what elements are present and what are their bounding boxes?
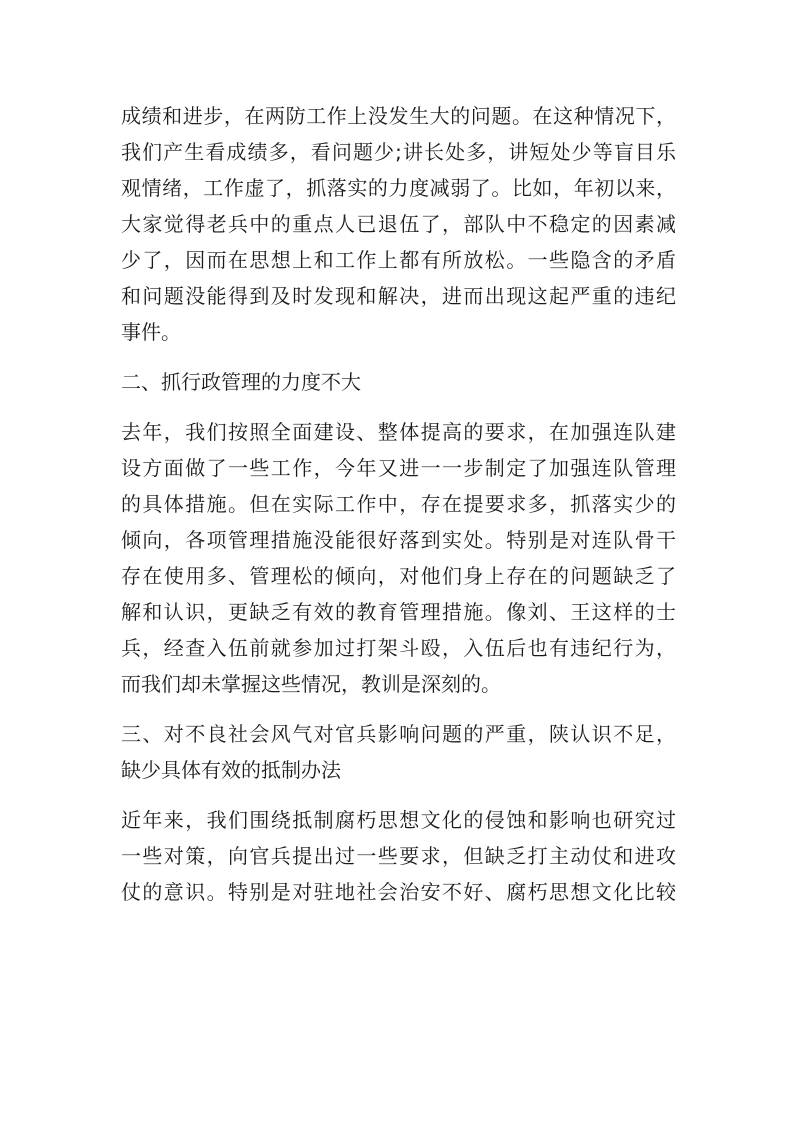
text-line: 成绩和进步，在两防工作上没发生大的问题。在这种情况下， xyxy=(121,104,676,128)
text-line: 一些对策，向官兵提出过一些要求，但缺乏打主动仗和进攻 xyxy=(121,844,676,868)
section-heading-3 xyxy=(121,716,676,788)
text-line: 存在使用多、管理松的倾向，对他们身上存在的问题缺乏了 xyxy=(121,564,676,588)
text-line: 大家觉得老兵中的重点人已退伍了，部队中不稳定的因素减 xyxy=(121,212,676,236)
document-body xyxy=(121,98,676,924)
text-line: 的具体措施。但在实际工作中，存在提要求多，抓落实少的 xyxy=(121,492,676,516)
text-line: 而我们却未掌握这些情况，教训是深刻的。 xyxy=(121,672,501,696)
paragraph-3 xyxy=(121,802,676,910)
text-line: 我们产生看成绩多，看问题少;讲长处多，讲短处少等盲目乐 xyxy=(121,140,676,164)
text-line: 仗的意识。特别是对驻地社会治安不好、腐朽思想文化比较 xyxy=(121,880,676,904)
text-line: 和问题没能得到及时发现和解决，进而出现这起严重的违纪 xyxy=(121,284,676,308)
text-line: 近年来，我们围绕抵制腐朽思想文化的侵蚀和影响也研究过 xyxy=(121,808,676,832)
text-line: 少了，因而在思想上和工作上都有所放松。一些隐含的矛盾 xyxy=(121,248,676,272)
text-line: 解和认识，更缺乏有效的教育管理措施。像刘、王这样的士 xyxy=(121,600,676,624)
heading-line: 三、对不良社会风气对官兵影响问题的严重，陕认识不足， xyxy=(121,722,676,746)
text-line: 事件。 xyxy=(121,320,181,344)
text-line: 倾向，各项管理措施没能很好落到实处。特别是对连队骨干 xyxy=(121,528,676,552)
text-line: 设方面做了一些工作，今年又进一一步制定了加强连队管理 xyxy=(121,456,676,480)
heading-line: 缺少具体有效的抵制办法 xyxy=(121,758,341,782)
heading-line: 二、抓行政管理的力度不大 xyxy=(121,370,361,394)
text-line: 去年，我们按照全面建设、整体提高的要求，在加强连队建 xyxy=(121,420,676,444)
text-line: 兵，经查入伍前就参加过打架斗殴，入伍后也有违纪行为， xyxy=(121,636,676,660)
text-line: 观情绪，工作虚了，抓落实的力度减弱了。比如，年初以来， xyxy=(121,176,676,200)
paragraph-2 xyxy=(121,414,676,702)
paragraph-1 xyxy=(121,98,676,350)
section-heading-2 xyxy=(121,364,676,400)
